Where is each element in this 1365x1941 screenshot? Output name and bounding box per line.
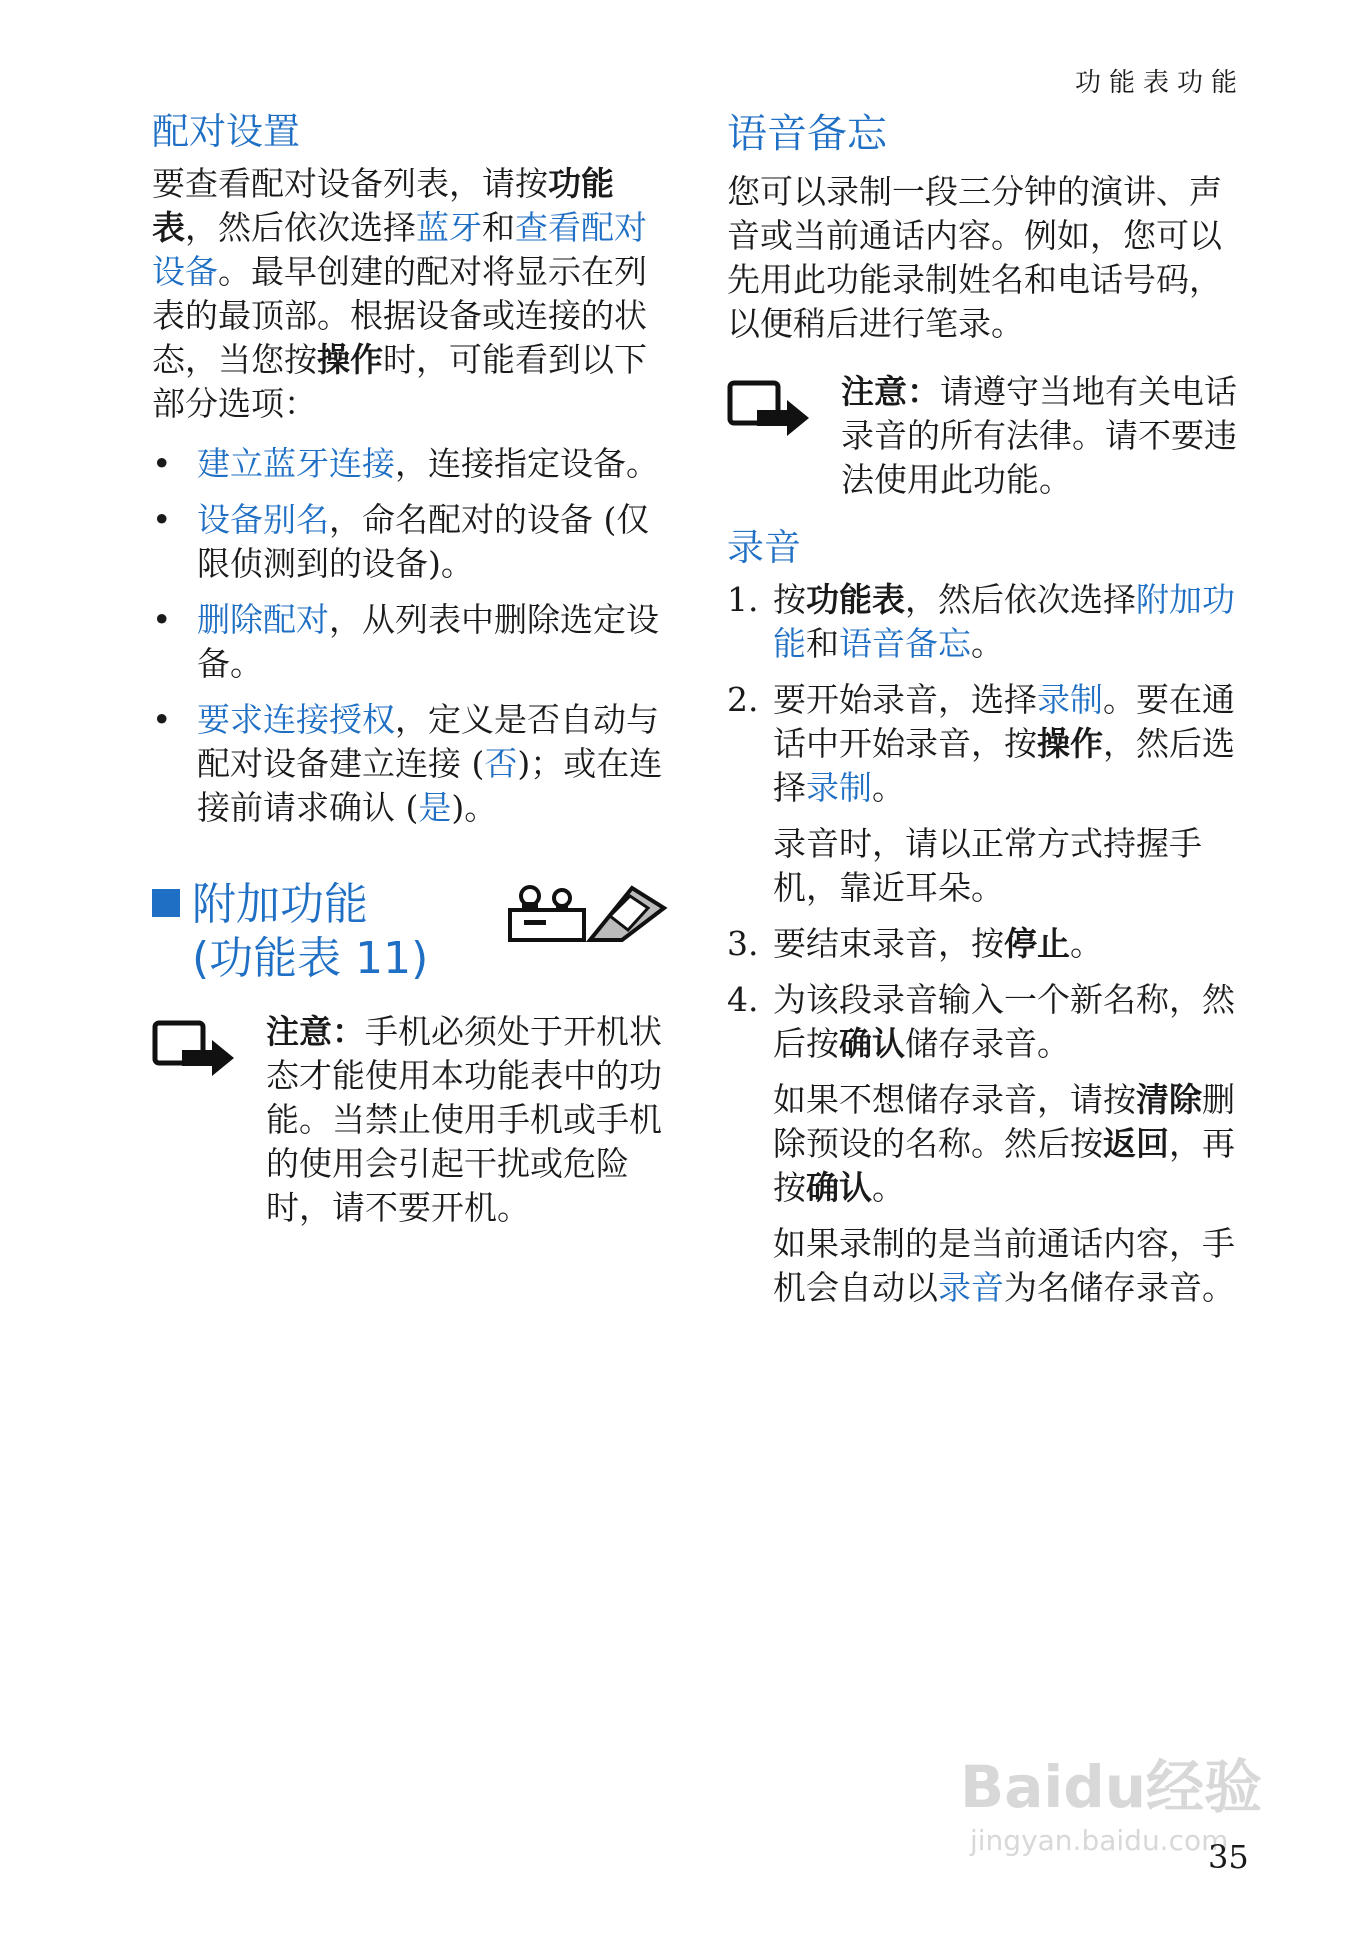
- step-text: [773, 922, 1252, 966]
- menu-term: 是: [418, 788, 452, 828]
- step-number: 4.: [727, 980, 759, 1020]
- record-steps: [727, 578, 1252, 1310]
- step-text: [773, 1078, 1252, 1210]
- text-run: 。: [872, 768, 905, 808]
- text-run: ，连接指定设备。: [395, 444, 659, 484]
- text-run: 为该段录音输入一个新名称，然后按: [773, 980, 1235, 1064]
- watermark-url: jingyan.baidu.com: [970, 1824, 1229, 1857]
- running-header: 功能表功能: [1074, 68, 1245, 98]
- text-run: 如果录制的是当前通话内容，手机会自动以: [773, 1224, 1235, 1308]
- list-item: [152, 498, 672, 586]
- legal-note: [727, 370, 1252, 502]
- key-label: 确认: [806, 1168, 872, 1208]
- left-column: [152, 110, 672, 1240]
- menu-term: 录制: [1037, 680, 1103, 720]
- text-run: 。: [1070, 924, 1103, 964]
- menu-term: 设备别名: [197, 500, 329, 540]
- key-label: 停止: [1004, 924, 1070, 964]
- text-run: 请遵守当地有关电话录音的所有法律。请不要违法使用此功能。: [841, 372, 1237, 499]
- extras-menu-number: (功能表 11): [192, 933, 429, 985]
- key-label: 返回: [1103, 1124, 1169, 1164]
- text-run: ，命名配对的设备 (仅限侦测到的设备)。: [197, 500, 650, 584]
- menu-term: 要求连接授权: [197, 700, 395, 740]
- text-run: 要开始录音，选择: [773, 680, 1037, 720]
- pairing-options: [152, 442, 672, 830]
- step-text: [773, 678, 1252, 810]
- text-run: 录音时，请以正常方式持握手机，靠近耳朵。: [773, 824, 1202, 908]
- extras-menu-icon: [502, 878, 672, 948]
- step-item: [727, 978, 1252, 1310]
- record-heading: 录音: [727, 526, 801, 569]
- menu-term: 附加功能: [773, 580, 1235, 664]
- step-item: [727, 922, 1252, 966]
- text-run: ，然后选择: [773, 724, 1235, 808]
- step-text: [773, 978, 1252, 1066]
- step-text: [773, 822, 1252, 910]
- legal-note-text: [841, 370, 1252, 502]
- text-run: ，定义是否自动与配对设备建立连接 (: [197, 700, 659, 784]
- section-square-icon: [152, 889, 180, 917]
- key-label: 注意：: [266, 1012, 365, 1052]
- list-item: [152, 598, 672, 686]
- step-number: 1.: [727, 580, 759, 620]
- text-run: ，然后依次选择: [905, 580, 1136, 620]
- text-run: 。要在通话中开始录音，按: [773, 680, 1235, 764]
- text-run: 要查看配对设备列表，请按: [152, 164, 548, 204]
- note-hand-icon: [727, 380, 811, 442]
- menu-term: 蓝牙: [416, 208, 482, 248]
- extras-section-title: [152, 878, 672, 986]
- text-run: ，再按: [773, 1124, 1235, 1208]
- text-run: 要结束录音，按: [773, 924, 1004, 964]
- menu-term: 录音: [938, 1268, 1004, 1308]
- menu-term: 查看配对设备: [152, 208, 647, 292]
- text-run: )。: [451, 788, 498, 828]
- step-item: [727, 678, 1252, 910]
- menu-term: 语音备忘: [839, 624, 971, 664]
- text-run: ，然后依次选择: [185, 208, 416, 248]
- menu-term: 建立蓝牙连接: [197, 444, 395, 484]
- key-label: 功能表: [152, 164, 614, 248]
- step-text: [773, 1222, 1252, 1310]
- power-note-text: [266, 1010, 672, 1230]
- text-run: 按: [773, 580, 806, 620]
- pairing-heading: 配对设置: [152, 110, 300, 153]
- text-run: )；或在连接前请求确认 (: [197, 744, 663, 828]
- pairing-intro: [152, 162, 672, 426]
- page-number: 35: [1208, 1838, 1249, 1876]
- menu-term: 录制: [806, 768, 872, 808]
- step-text: [773, 578, 1252, 666]
- text-run: ，从列表中删除选定设备。: [197, 600, 659, 684]
- list-item: [152, 698, 672, 830]
- text-run: 删除预设的名称。然后按: [773, 1080, 1235, 1164]
- text-run: 您可以录制一段三分钟的演讲、声音或当前通话内容。例如，您可以先用此功能录制姓名和电话号码，以便稍后进行笔录。: [727, 172, 1222, 343]
- power-note: [152, 1010, 672, 1230]
- menu-term: 删除配对: [197, 600, 329, 640]
- text-run: 如果不想储存录音，请按: [773, 1080, 1136, 1120]
- text-run: 。: [971, 624, 1004, 664]
- text-run: 和: [806, 624, 839, 664]
- text-run: 。最早创建的配对将显示在列表的最顶部。根据设备或连接的状态，当您按: [152, 252, 647, 380]
- note-hand-icon: [152, 1020, 236, 1082]
- key-label: 注意：: [841, 372, 940, 411]
- text-run: 。: [872, 1168, 905, 1208]
- text-run: 为名储存录音。: [1004, 1268, 1235, 1308]
- extras-title: 附加功能: [192, 879, 368, 931]
- memo-heading: 语音备忘: [727, 111, 887, 157]
- text-run: 储存录音。: [905, 1024, 1070, 1064]
- key-label: 操作: [1037, 724, 1103, 764]
- memo-intro: [727, 170, 1252, 346]
- key-label: 确认: [839, 1024, 905, 1064]
- text-run: 手机必须处于开机状态才能使用本功能表中的功能。当禁止使用手机或手机的使用会引起干扰或危险时，请不要开机。: [266, 1012, 662, 1228]
- key-label: 操作: [317, 340, 383, 380]
- step-number: 3.: [727, 924, 759, 964]
- menu-term: 否: [484, 744, 518, 784]
- text-run: 和: [482, 208, 515, 248]
- step-item: [727, 578, 1252, 666]
- key-label: 清除: [1136, 1080, 1202, 1120]
- list-item: [152, 442, 672, 486]
- watermark-brand: Baidu经验: [960, 1753, 1263, 1821]
- text-run: 时，可能看到以下部分选项：: [152, 340, 647, 424]
- key-label: 功能表: [806, 580, 905, 620]
- step-number: 2.: [727, 680, 759, 720]
- right-column: [727, 111, 1252, 1322]
